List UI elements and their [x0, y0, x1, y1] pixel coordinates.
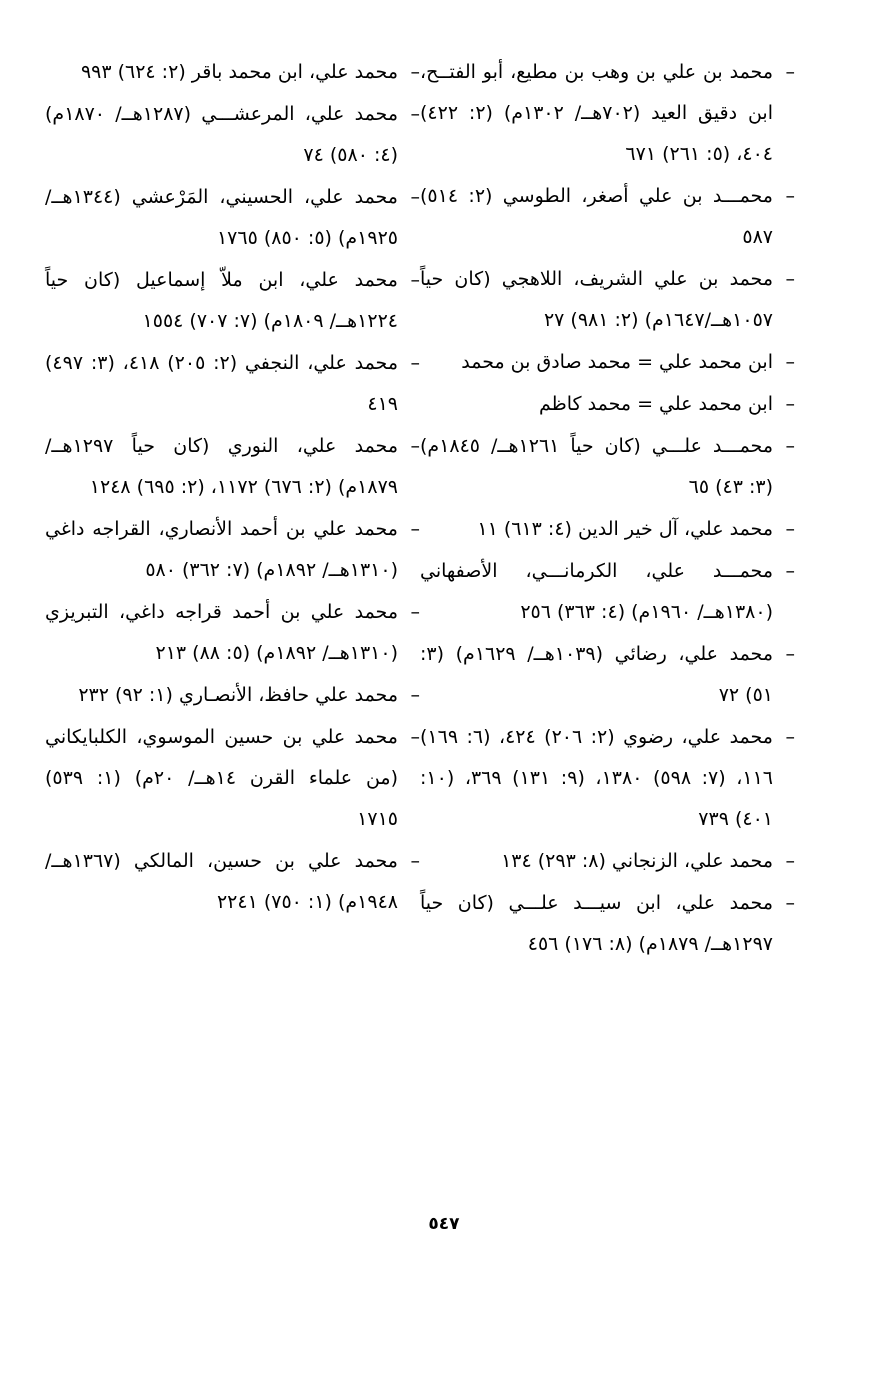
entry-dash: –: [785, 435, 795, 457]
index-entry: [45, 509, 420, 591]
entry-dash: –: [785, 268, 795, 290]
index-entry: [45, 426, 420, 508]
index-entry: [420, 509, 795, 550]
entry-text: ابن محمد علي = محمد كاظم: [538, 393, 773, 415]
index-entry: [45, 343, 420, 425]
entry-text: محمد بن علي الشريف، اللاهجي (كان حياً ١٠٥٧هــ/١٦٤٧م) (٢: ٩٨١) ٢٧: [420, 268, 773, 331]
index-entry: [45, 52, 420, 93]
entry-text: محمـــد علي، الكرمانـــي، الأصفهاني (١٣٨٠هــ/ ١٩٦٠م) (٤: ٣٦٣) ٢٥٦: [420, 560, 773, 623]
entry-dash: –: [410, 61, 420, 83]
entry-dash: –: [785, 892, 795, 914]
entry-dash: –: [785, 61, 795, 83]
entry-dash: –: [785, 185, 795, 207]
entry-text: محمد علي، الحسيني، المَرْعشي (١٣٤٤هــ/ ١٩٢٥م) (٥: ٨٥٠) ١٧٦٥: [45, 186, 398, 249]
entry-text: محمد علي، رضائي (١٠٣٩هــ/ ١٦٢٩م) (٣: ٥١) ٧٢: [420, 643, 773, 706]
index-entry: [420, 259, 795, 341]
entry-dash: –: [410, 269, 420, 291]
entry-text: محمد علي، الزنجاني (٨: ٢٩٣) ١٣٤: [501, 850, 773, 872]
index-entry: [420, 52, 795, 175]
entry-text: محمد بن علي بن وهب بن مطيع، أبو الفتــح، ابن دقيق العيد (٧٠٢هــ/ ١٣٠٢م) (٢: ٤٢٢) ٤٠٤، (٥: ٢٦١) ٦٧١: [420, 61, 773, 165]
entry-text: محمد علي بن أحمد الأنصاري، القراجه داغي (١٣١٠هــ/ ١٨٩٢م) (٧: ٣٦٢) ٥٨٠: [45, 518, 398, 581]
index-entry: [45, 592, 420, 674]
entry-text: محمد علي، المرعشـــي (١٢٨٧هــ/ ١٨٧٠م) (٤: ٥٨٠) ٧٤: [45, 103, 398, 166]
entry-dash: –: [785, 850, 795, 872]
entry-dash: –: [410, 601, 420, 623]
index-entry: [420, 426, 795, 508]
entry-dash: –: [410, 850, 420, 872]
index-entry: [420, 883, 795, 965]
index-entry: [45, 675, 420, 716]
index-entry: [45, 94, 420, 176]
index-entry: [420, 717, 795, 840]
right-column: [420, 52, 795, 966]
index-entry: [45, 717, 420, 840]
entry-dash: –: [410, 352, 420, 374]
index-entry: [420, 551, 795, 633]
entry-dash: –: [785, 726, 795, 748]
index-entry: [420, 176, 795, 258]
index-entry: [420, 841, 795, 882]
entry-text: محمد علي حافظ، الأنصـاري (١: ٩٢) ٢٣٢: [78, 684, 398, 706]
entry-text: محمد علي، النوري (كان حياً ١٢٩٧هــ/ ١٨٧٩م) (٢: ٦٧٦) ١١٧٢، (٢: ٦٩٥) ١٢٤٨: [45, 435, 398, 498]
entry-dash: –: [785, 518, 795, 540]
entry-text: محمد علي، ابن ملاّ إسماعيل (كان حياً ١٢٢٤هــ/ ١٨٠٩م) (٧: ٧٠٧) ١٥٥٤: [45, 269, 398, 332]
entry-text: ابن محمد علي = محمد صادق بن محمد: [461, 351, 773, 373]
entry-dash: –: [785, 560, 795, 582]
index-entry: [45, 260, 420, 342]
entry-text: محمد علي بن أحمد قراجه داغي، التبريزي (١٣١٠هــ/ ١٨٩٢م) (٥: ٨٨) ٢١٣: [45, 601, 398, 664]
entry-dash: –: [410, 684, 420, 706]
entry-text: محمد علي، ابن محمد باقر (٢: ٦٢٤) ٩٩٣: [80, 61, 398, 83]
left-column: [45, 52, 420, 924]
entry-text: محمـــد بن علي أصغر، الطوسي (٢: ٥١٤) ٥٨٧: [420, 185, 773, 248]
entry-dash: –: [785, 393, 795, 415]
entry-dash: –: [410, 186, 420, 208]
entry-text: محمد علي بن حسين الموسوي، الكلبايكاني (من علماء القرن ١٤هــ/ ٢٠م) (١: ٥٣٩) ١٧١٥: [45, 726, 399, 830]
entry-dash: –: [785, 643, 795, 665]
entry-dash: –: [410, 435, 420, 457]
entry-text: محمد علي، ابن سيـــد علـــي (كان حياً ١٢٩٧هــ/ ١٨٧٩م) (٨: ١٧٦) ٤٥٦: [420, 892, 773, 955]
index-entry: [420, 634, 795, 716]
entry-dash: –: [785, 351, 795, 373]
index-entry: [420, 342, 795, 383]
entry-text: محمد علي بن حسين، المالكي (١٣٦٧هــ/ ١٩٤٨م) (١: ٧٥٠) ٢٢٤١: [45, 850, 398, 913]
index-entry: [45, 177, 420, 259]
entry-text: محمد علي، النجفي (٢: ٢٠٥) ٤١٨، (٣: ٤٩٧) ٤١٩: [45, 352, 398, 415]
entry-text: محمـــد علـــي (كان حياً ١٢٦١هــ/ ١٨٤٥م) (٣: ٤٣) ٦٥: [420, 435, 773, 498]
index-entry: [420, 384, 795, 425]
entry-text: محمد علي، رضوي (٢: ٢٠٦) ٤٢٤، (٦: ١٦٩) ١١٦، (٧: ٥٩٨) ١٣٨٠، (٩: ١٣١) ٣٦٩، (١٠: ٤٠١) ٧٣٩: [420, 726, 774, 830]
entry-dash: –: [410, 518, 420, 540]
page-number: ٥٤٧: [428, 1214, 460, 1234]
entry-dash: –: [410, 726, 420, 748]
index-entry: [45, 841, 420, 923]
entry-text: محمد علي، آل خير الدين (٤: ٦١٣) ١١: [477, 518, 773, 540]
entry-dash: –: [410, 103, 420, 125]
